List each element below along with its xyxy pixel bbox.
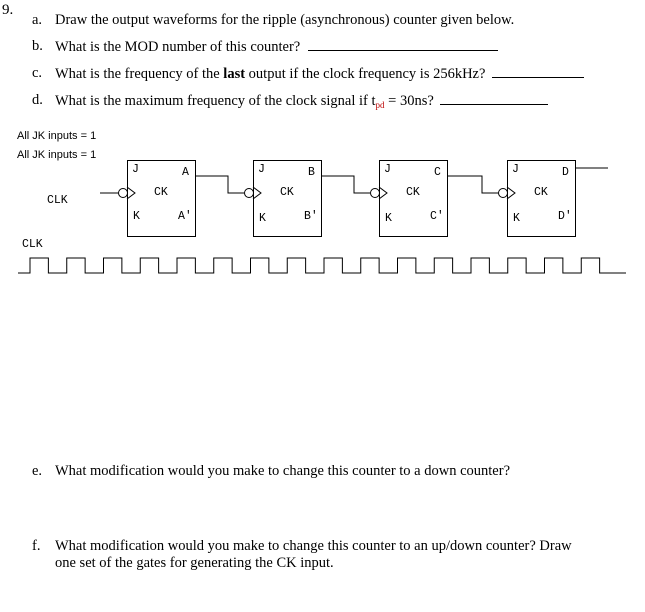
inputs-note-line2: All JK inputs = 1 — [17, 149, 97, 161]
flipflop-d-ck: CK — [534, 186, 548, 199]
flipflop-d-k: K — [513, 212, 520, 225]
part-d-label: d. — [32, 92, 43, 108]
ff-a-clock-bubble — [119, 189, 128, 198]
flipflop-c-j: J — [384, 163, 391, 176]
flipflop-a-j: J — [132, 163, 139, 176]
part-d-text-post: = 30ns? — [384, 93, 434, 109]
part-c-text-post: output if the clock frequency is 256kHz? — [245, 66, 486, 82]
flipflop-d-q: D — [562, 166, 569, 179]
part-f-label: f. — [32, 538, 41, 554]
part-a-text: Draw the output waveforms for the ripple (asynchronous) counter given below. — [55, 12, 515, 28]
clock-waveform-line — [18, 258, 626, 273]
flipflop-b-q: B — [308, 166, 315, 179]
part-b-label: b. — [32, 38, 43, 54]
flipflop-b-qbar: B' — [304, 210, 318, 223]
clk-wave-label: CLK — [22, 238, 43, 251]
clk-input-label: CLK — [47, 194, 68, 207]
part-f-line2: one set of the gates for generating the CK input. — [55, 555, 334, 571]
clock-waveform — [18, 258, 626, 273]
flipflop-a-ck: CK — [154, 186, 168, 199]
part-b-text: What is the MOD number of this counter? — [55, 39, 301, 55]
flipflop-d-j: J — [512, 163, 519, 176]
part-e-label: e. — [32, 463, 43, 479]
part-c-label: c. — [32, 65, 43, 81]
flipflop-a-q: A — [182, 166, 189, 179]
wire-a-to-b — [196, 176, 244, 193]
ff-d-clock-triangle — [507, 187, 515, 199]
flipflop-c-ck: CK — [406, 186, 420, 199]
ff-a-clock-triangle — [127, 187, 135, 199]
part-c-text-bold: last — [223, 66, 246, 82]
ff-b-clock-bubble — [245, 189, 254, 198]
part-d-text-pre: What is the maximum frequency of the clock signal if t — [55, 93, 376, 109]
flipflop-c-qbar: C' — [430, 210, 444, 223]
ff-d-clock-bubble — [499, 189, 508, 198]
question-number: 9. — [2, 2, 14, 18]
wire-c-to-d — [448, 176, 498, 193]
part-a-label: a. — [32, 12, 43, 28]
wire-b-to-c — [322, 176, 370, 193]
flipflop-d-qbar: D' — [558, 210, 572, 223]
ff-c-clock-triangle — [379, 187, 387, 199]
flipflop-b-ck: CK — [280, 186, 294, 199]
flipflop-b-k: K — [259, 212, 266, 225]
flipflop-a-qbar: A' — [178, 210, 192, 223]
flipflop-c-q: C — [434, 166, 441, 179]
flipflop-c-k: K — [385, 212, 392, 225]
part-d-subscript: pd — [375, 100, 385, 110]
flipflop-a-k: K — [133, 210, 140, 223]
ff-c-clock-bubble — [371, 189, 380, 198]
ff-b-clock-triangle — [253, 187, 261, 199]
part-f-line1: What modification would you make to change this counter to an up/down counter? Draw — [55, 538, 572, 554]
flipflop-b-j: J — [258, 163, 265, 176]
part-c-text-pre: What is the frequency of the — [55, 66, 224, 82]
inputs-note-line1: All JK inputs = 1 — [17, 130, 97, 142]
part-e-text: What modification would you make to change this counter to a down counter? — [55, 463, 511, 479]
